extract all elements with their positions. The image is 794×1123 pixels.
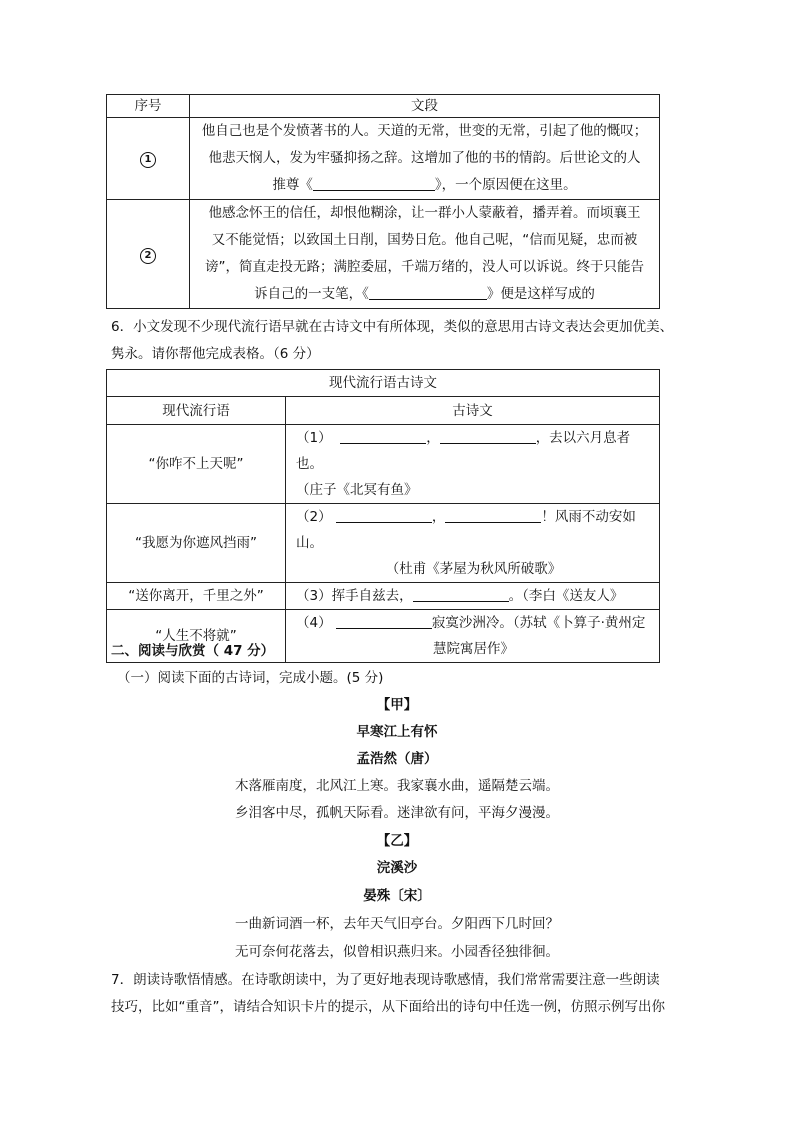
passage-line: 谤”，简直走投无路；满腔委屈，千端万绪的，没人可以诉说。终于只能告: [205, 259, 644, 275]
table-row: [107, 200, 660, 309]
table-row: [107, 118, 660, 200]
fill-blank[interactable]: [445, 508, 541, 523]
passage-line: 又不能觉悟；以致国土日削，国势日危。他自己呢，“信而见疑，忠而被: [211, 232, 638, 248]
question-text: 7．朗读诗歌悟情感。在诗歌朗读中，为了更好地表现诗歌感情，我们常常需要注意一些朗读: [111, 972, 660, 988]
modern-phrase: “人生不将就”: [107, 610, 286, 663]
table-title: 现代流行语古诗文: [107, 370, 660, 397]
section-subheading: （一）阅读下面的古诗词，完成小题。(5 分): [117, 670, 384, 686]
poem-tag: 【甲】: [376, 697, 418, 713]
poem-source: 慧院寓居作》: [433, 641, 514, 657]
section-heading: 二、阅读与欣赏（ 47 分）: [111, 643, 275, 659]
poem-line: 一曲新词酒一杯，去年天气旧亭台。夕阳西下几时回？: [235, 916, 559, 932]
passage-line: 诉自己的一支笔，《: [254, 286, 369, 302]
poem-source: （庄子《北冥有鱼》: [296, 482, 418, 498]
poem-text: ！风雨不动安如山。: [296, 509, 636, 551]
header-passage: 文段: [190, 95, 660, 118]
poem-author: 孟浩然（唐）: [356, 751, 438, 767]
table-row: [107, 583, 660, 610]
passage-line: 》，一个原因便在这里。: [434, 177, 577, 193]
passage-line: 他悲天悯人，发为牢骚抑扬之辞。这增加了他的书的情韵。后世论文的人: [208, 150, 641, 166]
poem-title: 浣溪沙: [376, 860, 418, 876]
blank-number: （2）: [296, 509, 332, 525]
poem-author: 晏殊〔宋〕: [363, 888, 431, 904]
col-header-classical: 古诗文: [286, 397, 660, 425]
question-text: 隽永。请你帮他完成表格。（6 分）: [111, 346, 320, 362]
fill-blank[interactable]: [313, 176, 435, 191]
passage-line: 》便是这样写成的: [486, 286, 595, 302]
modern-phrase: “我愿为你遮风挡雨”: [107, 504, 286, 583]
circled-number-glyph: 2: [140, 248, 156, 264]
poem-line: 无可奈何花落去，似曾相识燕归来。小园香径独徘徊。: [235, 944, 559, 960]
punct: ，: [431, 509, 446, 525]
fill-blank[interactable]: [440, 429, 536, 444]
punct: ，: [426, 430, 440, 446]
poem-text: （3）挥手自兹去，: [296, 588, 413, 604]
modern-phrase: “送你离开，千里之外”: [107, 583, 286, 610]
circled-number-glyph: 1: [140, 152, 156, 168]
passage-line: 推尊《: [272, 177, 313, 193]
table-row: [107, 504, 660, 583]
poem-title: 早寒江上有怀: [356, 724, 438, 740]
blank-number: （4）: [296, 615, 332, 631]
question-text: 6．小文发现不少现代流行语早就在古诗文中有所体现，类似的意思用古诗文表达会更加优美、: [111, 319, 674, 335]
fill-blank[interactable]: [369, 285, 487, 300]
poem-line: 乡泪客中尽，孤帆天际看。迷津欲有问，平海夕漫漫。: [235, 805, 559, 821]
passage-table: [106, 94, 660, 309]
question-text: 技巧，比如“重音”，请结合知识卡片的提示，从下面给出的诗句中任选一例，仿照示例写出你: [111, 999, 665, 1015]
question-7: [111, 967, 696, 1021]
idiom-table: [106, 369, 660, 663]
poem-source: 。（李白《送友人》: [508, 588, 624, 604]
poem-text: 寂寞沙洲冷。（苏轼《卜算子·黄州定: [431, 615, 646, 631]
col-header-modern: 现代流行语: [107, 397, 286, 425]
poem-source: （杜甫《茅屋为秋风所破歌》: [385, 561, 562, 577]
passage-line: 他自己也是个发愤著书的人。天道的无常，世变的无常，引起了他的慨叹；: [201, 123, 648, 139]
modern-phrase: “你咋不上天呢”: [107, 425, 286, 504]
poem-tag: 【乙】: [376, 833, 418, 849]
header-index: 序号: [107, 95, 190, 118]
poem-text: ，去以六月息者也。: [296, 430, 631, 472]
poem-line: 木落雁南度，北风江上寒。我家襄水曲，遥隔楚云端。: [235, 778, 559, 794]
table-row: [107, 425, 660, 504]
blank-number: （1）: [296, 430, 332, 446]
fill-blank[interactable]: [340, 429, 426, 444]
fill-blank[interactable]: [336, 508, 432, 523]
fill-blank[interactable]: [336, 614, 432, 629]
passage-line: 他感念怀王的信任，却恨他糊涂，让一群小人蒙蔽着，播弄着。而顷襄王: [208, 205, 641, 221]
question-6: [111, 314, 696, 368]
fill-blank[interactable]: [413, 587, 509, 602]
